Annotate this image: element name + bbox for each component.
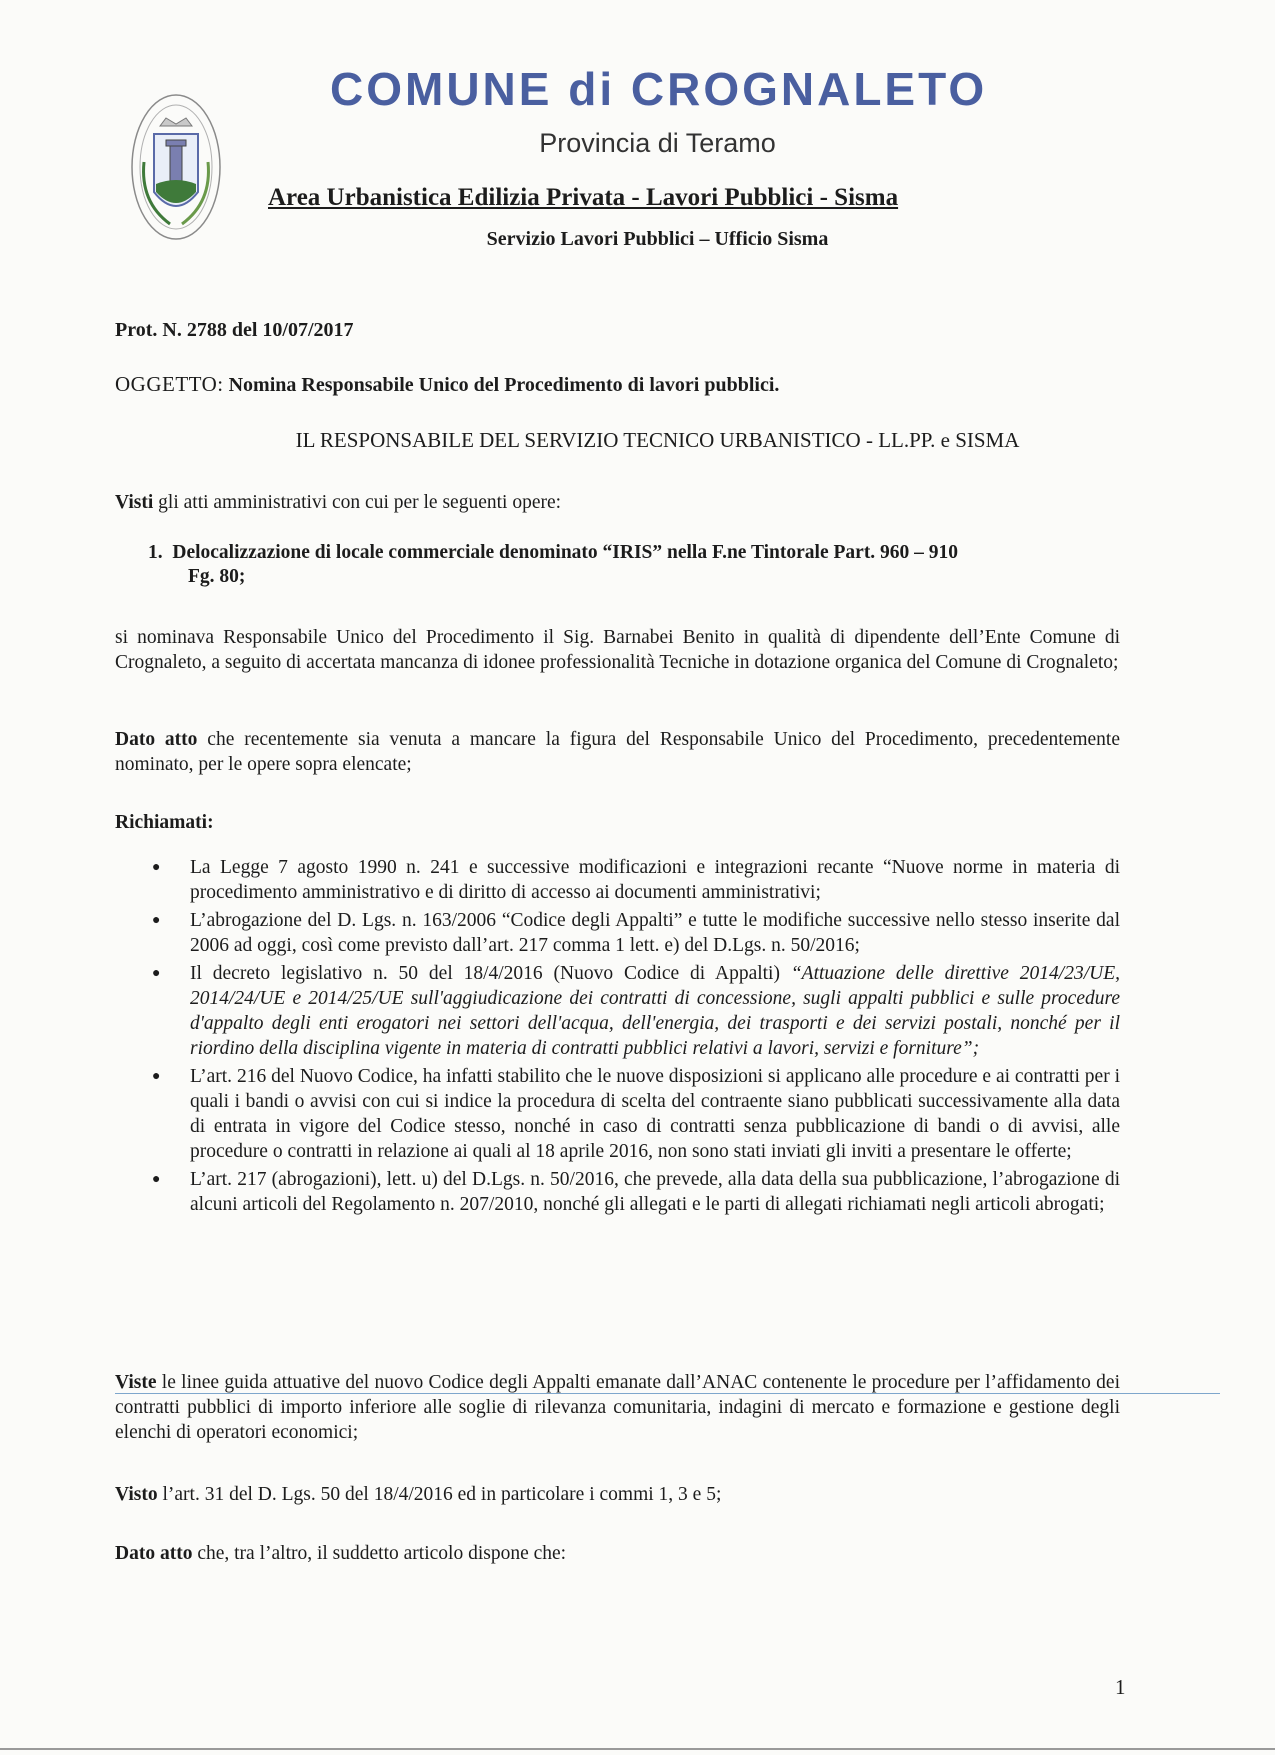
servizio-heading: Servizio Lavori Pubblici – Ufficio Sisma [486, 228, 829, 250]
visti-lead: Visti [115, 492, 154, 513]
list-item-text: L’art. 216 del Nuovo Codice, ha infatti stabilito che le nuove disposizioni si applicano alle procedure e ai contratti per i quali i bandi o avvisi con cui si indice la procedura di scelta del contraente siano pubblicati successivamente alla data di entrata in vigore del Codice stesso, nonché in caso di contratti senza pubblicazione di bandi o di avvisi, alle procedure o contratti in relazione ai quali al 18 aprile 2016, non sono stati inviati gli inviti a presentare le offerte; [190, 1066, 1120, 1162]
responsabile-heading: IL RESPONSABILE DEL SERVIZIO TECNICO URBANISTICO - LL.PP. e SISMA [295, 428, 1020, 452]
bullet-icon: ● [152, 913, 161, 928]
viste-lead: Viste [115, 1372, 157, 1393]
dato-atto-lead: Dato atto [115, 729, 198, 750]
subject-line [115, 372, 779, 398]
visti-text: gli atti amministrativi con cui per le seguenti opere: [158, 492, 562, 513]
dato-atto-2-paragraph [115, 1541, 1120, 1566]
richiamati-heading: Richiamati: [115, 812, 214, 833]
dato-atto-paragraph [115, 727, 1120, 777]
bullet-icon: ● [152, 1172, 161, 1187]
list-item-text: Il decreto legislativo n. 50 del 18/4/2016 (Nuovo Codice di Appalti) [190, 963, 791, 984]
footer-divider [0, 1748, 1275, 1750]
list-item [150, 908, 1120, 958]
list-item [150, 855, 1120, 905]
list-item [150, 1167, 1120, 1217]
viste-paragraph [115, 1370, 1120, 1445]
subject-text: Nomina Responsabile Unico del Procedimento di lavori pubblici. [228, 374, 780, 396]
visto-lead: Visto [115, 1484, 158, 1505]
nominava-paragraph: si nominava Responsabile Unico del Procedimento il Sig. Barnabei Benito in qualità di dipendente dell’Ente Comune di Crognaleto, a seguito di accertata mancanza di idonee professionalità Tecniche in dotazione organica del Comune di Crognaleto; [115, 627, 1120, 673]
works-item-line1 [148, 540, 958, 565]
scan-rule-line [115, 1393, 1220, 1394]
list-item [150, 961, 1120, 1061]
list-item-text: L’abrogazione del D. Lgs. n. 163/2006 “Codice degli Appalti” e tutte le modifiche successive nello stesso inserite dal 2006 ad oggi, così come previsto dall’art. 217 comma 1 lett. e) del D.Lgs. n. 50/2016; [190, 910, 1120, 956]
visti-paragraph [115, 490, 561, 515]
visto-paragraph [115, 1482, 1120, 1507]
list-item-italic-text: “Attuazione delle direttive 2014/23/UE, 2014/24/UE e 2014/25/UE sull'aggiudicazione dei contratti di concessione, sugli appalti pubblici e sulle procedure d'appalto degli enti erogatori nei settori dell'acqua, dell'energia, dei trasporti e dei servizi postali, nonché per il riordino della disciplina vigente in materia di contratti pubblici relativi a lavori, servizi e forniture”; [190, 963, 1120, 1059]
viste-text: le linee guida attuative del nuovo Codice degli Appalti emanate dall’ANAC contenente le procedure per l’affidamento dei contratti pubblici di importo inferiore alle soglie di rilevanza comunitaria, indagini di mercato e formazione e gestione degli elenchi di operatori economici; [115, 1372, 1120, 1443]
bullet-icon: ● [152, 1069, 161, 1084]
area-heading: Area Urbanistica Edilizia Privata - Lavori Pubblici - Sisma [268, 184, 899, 211]
works-item-line2: Fg. 80; [188, 566, 246, 587]
protocol-number: Prot. N. 2788 del 10/07/2017 [115, 319, 354, 341]
bullet-icon: ● [152, 860, 161, 875]
page-number: 1 [1115, 1675, 1126, 1699]
works-item-text: Delocalizzazione di locale commerciale denominato “IRIS” nella F.ne Tintorale Part. 960 – 910 [172, 542, 959, 563]
bullet-icon: ● [152, 966, 161, 981]
provincia-subtitle: Provincia di Teramo [539, 128, 776, 158]
list-item-text: La Legge 7 agosto 1990 n. 241 e successive modificazioni e integrazioni recante “Nuove norme in materia di procedimento amministrativo e di diritto di accesso ai documenti amministrativi; [190, 857, 1120, 903]
dato-atto-2-text: che, tra l’altro, il suddetto articolo dispone che: [192, 1543, 567, 1564]
municipal-crest-logo [130, 92, 222, 242]
visto-text: l’art. 31 del D. Lgs. 50 del 18/4/2016 ed in particolare i commi 1, 3 e 5; [157, 1484, 722, 1505]
list-item-text: L’art. 217 (abrogazioni), lett. u) del D.Lgs. n. 50/2016, che prevede, alla data della sua pubblicazione, l’abrogazione di alcuni articoli del Regolamento n. 207/2010, nonché gli allegati e le parti di allegati richiamati negli articoli abrogati; [190, 1169, 1120, 1215]
richiamati-list [150, 855, 1120, 1220]
comune-title: COMUNE di CROGNALETO [330, 63, 988, 115]
dato-atto-text: che recentemente sia venuta a mancare la figura del Responsabile Unico del Procedimento, precedentemente nominato, per le opere sopra elencate; [115, 729, 1120, 775]
works-item-number: 1. [148, 542, 163, 563]
subject-label: OGGETTO: [115, 372, 224, 396]
dato-atto-2-lead: Dato atto [115, 1543, 193, 1564]
list-item [150, 1064, 1120, 1164]
